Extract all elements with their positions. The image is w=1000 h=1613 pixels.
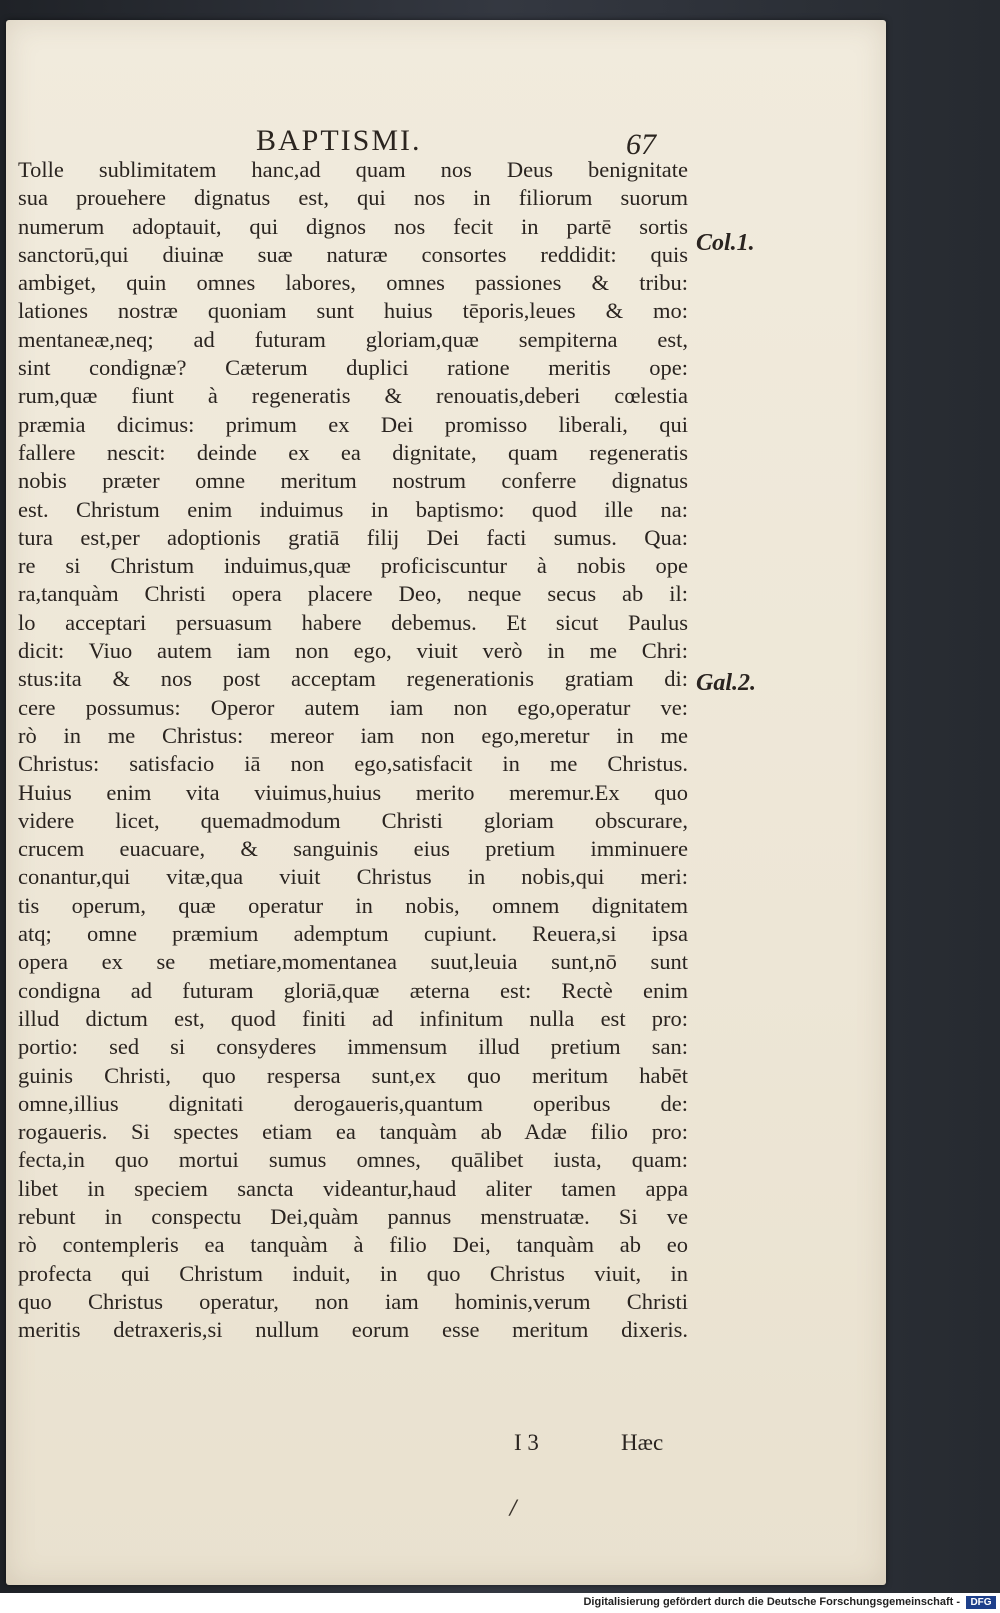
text-line: est. Christum enim induimus in baptismo: quod ille na: <box>18 496 688 522</box>
text-line: lo acceptari persuasum habere debemus. Et sicut Paulus <box>18 609 688 635</box>
text-line: mentaneæ,neq; ad futuram gloriam,quæ sempiterna est, <box>18 326 688 352</box>
text-line: cere possumus: Operor autem iam non ego,operatur ve: <box>18 694 688 720</box>
margin-note-col: Col.1. <box>696 230 755 256</box>
text-line: Tolle sublimitatem hanc,ad quam nos Deus benignitate <box>18 157 688 182</box>
text-line: re si Christum induimus,quæ proficiscuntur à nobis ope <box>18 553 688 579</box>
text-line: videre licet, quemadmodum Christi gloriam obscurare, <box>18 807 688 833</box>
text-line: atq; omne præmium ademptum cupiunt. Reuera,si ipsa <box>18 921 688 947</box>
text-line: portio: sed si consyderes immensum illud pretium san: <box>18 1034 688 1060</box>
folio-number: 67 <box>626 128 656 161</box>
text-line: sanctorū,qui diuinæ suæ naturæ consortes reddidit: quis <box>18 241 688 267</box>
text-line: præmia dicimus: primum ex Dei promisso liberali, qui <box>18 411 688 437</box>
signature-mark: I 3 <box>514 1430 539 1455</box>
text-line: ambiget, quin omnes labores, omnes passiones & tribu: <box>18 270 688 296</box>
text-line: nobis præter omne meritum nostrum conferre dignatus <box>18 468 688 494</box>
text-line: condigna ad futuram gloriā,quæ æterna est: Rectè enim <box>18 977 688 1003</box>
text-line: quo Christus operatur, non iam hominis,verum Christi <box>18 1288 688 1314</box>
text-line: profecta qui Christum induit, in quo Christus viuit, in <box>18 1260 688 1286</box>
footer-credit: Digitalisierung gefördert durch die Deutsche Forschungsgemeinschaft - <box>583 1596 960 1608</box>
text-line: rogaueris. Si spectes etiam ea tanquàm ab Adæ filio pro: <box>18 1119 688 1145</box>
text-line: crucem euacuare, & sanguinis eius pretium imminuere <box>18 836 688 862</box>
catchword: Hæc <box>621 1430 664 1455</box>
text-line: tura est,per adoptionis gratiā filij Dei facti sumus. Qua: <box>18 524 688 550</box>
text-line: omne,illius dignitati derogaueris,quantum operibus de: <box>18 1090 688 1116</box>
text-line: illud dictum est, quod finiti ad infinitum nulla est pro: <box>18 1005 688 1031</box>
text-line: rum,quæ fiunt à regeneratis & renouatis,deberi cœlestia <box>18 383 688 409</box>
text-line: sint condignæ? Cæterum duplici ratione meritis ope: <box>18 355 688 381</box>
text-line: guinis Christi, quo respersa sunt,ex quo meritum habēt <box>18 1062 688 1088</box>
margin-note-gal: Gal.2. <box>696 670 756 696</box>
text-line: fallere nescit: deinde ex ea dignitate, quam regeneratis <box>18 439 688 465</box>
text-line: opera ex se metiare,momentanea suut,leuia sunt,nō sunt <box>18 949 688 975</box>
text-line: libet in speciem sancta videantur,haud aliter tamen appa <box>18 1175 688 1201</box>
text-line: sua prouehere dignatus est, qui nos in filiorum suorum <box>18 185 688 211</box>
text-line: Huius enim vita viuimus,huius merito meremur.Ex quo <box>18 779 688 805</box>
book-page <box>6 20 886 1585</box>
dfg-logo: DFG <box>966 1596 996 1609</box>
text-line: stus:ita & nos post acceptam regenerationis gratiam di: <box>18 666 688 692</box>
text-line: meritis detraxeris,si nullum eorum esse meritum dixeris. <box>18 1317 688 1343</box>
text-line: rò contempleris ea tanquàm à filio Dei, tanquàm ab eo <box>18 1232 688 1258</box>
text-line: tis operum, quæ operatur in nobis, omnem dignitatem <box>18 892 688 918</box>
text-line: rò in me Christus: mereor iam non ego,meretur in me <box>18 722 688 748</box>
text-line: ra,tanquàm Christi opera placere Deo, neque secus ab il: <box>18 581 688 607</box>
text-line: lationes nostræ quoniam sunt huius tēporis,leues & mo: <box>18 298 688 324</box>
text-block <box>18 156 688 1344</box>
text-line: dicit: Viuo autem iam non ego, viuit verò in me Chri: <box>18 638 688 664</box>
text-line: fecta,in quo mortui sumus omnes, quālibet iusta, quam: <box>18 1147 688 1173</box>
text-line: Christus: satisfacio iā non ego,satisfacit in me Christus. <box>18 751 688 777</box>
running-head: BAPTISMI. <box>256 124 422 157</box>
footer-bar <box>0 1593 1000 1613</box>
ink-mark: / <box>510 1495 517 1519</box>
text-line: conantur,qui vitæ,qua viuit Christus in nobis,qui meri: <box>18 864 688 890</box>
text-line: rebunt in conspectu Dei,quàm pannus menstruatæ. Si ve <box>18 1203 688 1229</box>
text-line: numerum adoptauit, qui dignos nos fecit in partē sortis <box>18 213 688 239</box>
